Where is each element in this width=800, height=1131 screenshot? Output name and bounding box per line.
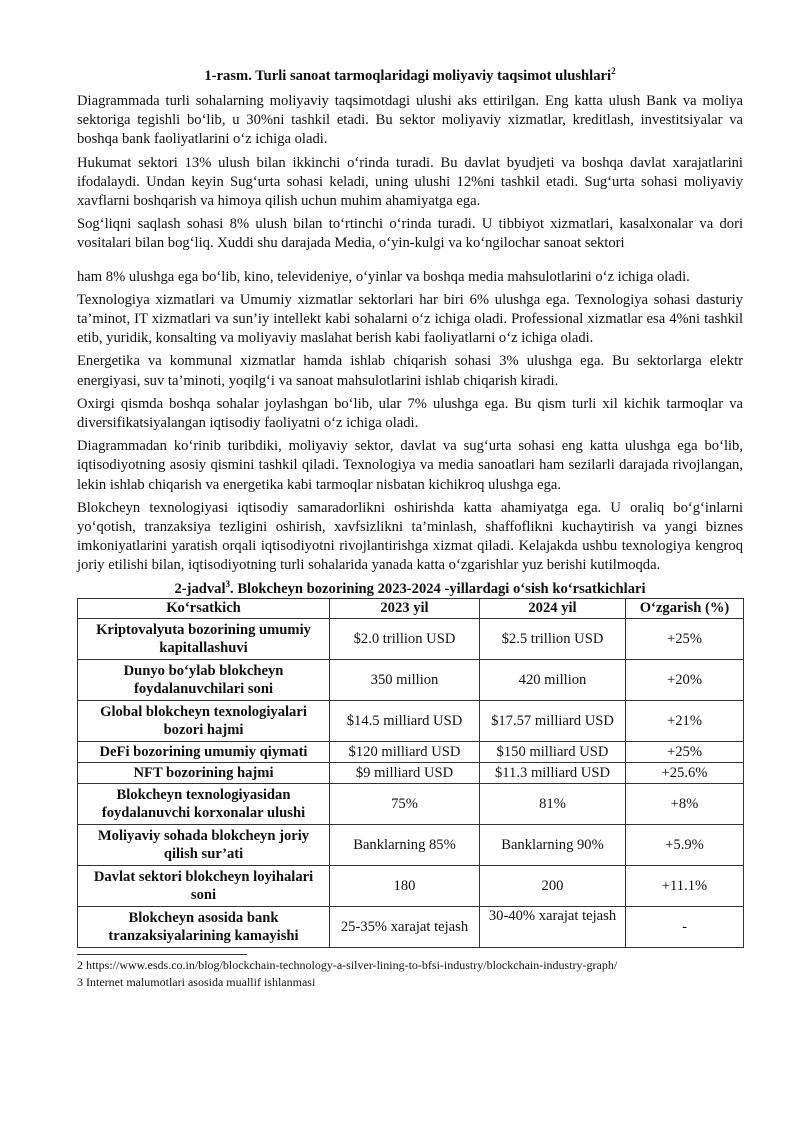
table-row xyxy=(78,824,744,865)
paragraph: Diagrammada turli sohalarning moliyaviy taqsimotdagi ulushi aks ettirilgan. Eng katta ulush Bank va moliya sektoriga tegishli bo‘lib, u 30%ni tashkil etadi. Bu sektor moliyaviy xizmatlar, kreditlash, investitsiyalar va boshqa bank faoliyatlarini o‘z ichiga oladi. xyxy=(77,93,743,148)
footnote-3: 3 Internet malumotlari asosida muallif ishlanmasi xyxy=(77,974,316,989)
value-2023-cell: Banklarning 85% xyxy=(330,824,480,865)
value-2024-cell: 420 million xyxy=(480,659,626,700)
value-2024-cell: 200 xyxy=(480,865,626,906)
value-2024-cell: $2.5 trillion USD xyxy=(480,618,626,659)
footnotes xyxy=(77,957,743,991)
change-cell: +5.9% xyxy=(626,824,744,865)
document-page xyxy=(77,66,743,991)
metric-cell: Davlat sektori blokcheyn loyihalari soni xyxy=(78,865,330,906)
metric-cell: Kriptovalyuta bozorining umumiy kapitallashuvi xyxy=(78,618,330,659)
change-cell: - xyxy=(626,906,744,947)
table-row xyxy=(78,783,744,824)
value-2023-cell: 75% xyxy=(330,783,480,824)
value-2023-cell: 180 xyxy=(330,865,480,906)
metric-cell: Moliyaviy sohada blokcheyn joriy qilish sur’ati xyxy=(78,824,330,865)
metric-cell: Dunyo bo‘ylab blokcheyn foydalanuvchilari soni xyxy=(78,659,330,700)
paragraph: Texnologiya xizmatlari va Umumiy xizmatlar sektorlari har biri 6% ulushga ega. Texnologiya sohasi dasturiy ta’minot, IT xizmatlari va sun’iy intellekt kabi sohalarni o‘z ichiga oladi. Professional xizmatlar esa 4%ni tashkil etib, yuridik, konsalting va moliyaviy maslahat berish kabi faoliyatlarni o‘z ichiga oladi. xyxy=(77,291,743,347)
table-row xyxy=(78,741,744,762)
metric-cell: Blokcheyn asosida bank tranzaksiyalarining kamayishi xyxy=(78,906,330,947)
value-2023-cell: $120 milliard USD xyxy=(330,741,480,762)
paragraph: ham 8% ulushga ega bo‘lib, kino, televideniye, o‘yinlar va boshqa media mahsulotlarini o‘z ichiga oladi. xyxy=(77,268,690,285)
paragraph: Blokcheyn texnologiyasi iqtisodiy samaradorlikni oshirishda katta ahamiyatga ega. U oraliq bo‘g‘inlarni yo‘qotish, tranzaksiya tezligini oshirish, xavfsizlikni ta’minlash, shaffoflikni kuchaytirish va yangi biznes imkoniyatlarini yaratish orqali iqtisodiyotni rivojlantirishga xizmat qiladi. Kelajakda ushbu texnologiya kengroq joriy etilishi bilan, iqtisodiyotning turli sohalarida yanada katta o‘zgarishlar yuz berishi kutilmoqda. xyxy=(77,499,743,574)
growth-table xyxy=(77,598,744,948)
value-2023-cell: $2.0 trillion USD xyxy=(330,618,480,659)
paragraph: Oxirgi qismda boshqa sohalar joylashgan bo‘lib, ular 7% ulushga ega. Bu qism turli xil kichik tarmoqlar va diversifikatsiyalangan iqtisodiy faoliyatni o‘z ichiga oladi. xyxy=(77,395,743,432)
table-caption-text: . Blokcheyn bozorining 2023-2024 -yillardagi o‘sish ko‘rsatkichlari xyxy=(230,580,646,597)
table-row xyxy=(78,906,744,947)
value-2023-cell: $9 milliard USD xyxy=(330,762,480,783)
metric-cell: NFT bozorining hajmi xyxy=(78,762,330,783)
footnote-2: 2 https://www.esds.co.in/blog/blockchain-technology-a-silver-lining-to-bfsi-industry/blockchain-industry-graph/ xyxy=(77,957,618,972)
column-header: O‘zgarish (%) xyxy=(626,598,744,618)
change-cell: +25% xyxy=(626,741,744,762)
value-2023-cell: $14.5 milliard USD xyxy=(330,700,480,741)
table-caption-prefix: 2-jadval xyxy=(174,580,226,597)
change-cell: +25% xyxy=(626,618,744,659)
metric-cell: DeFi bozorining umumiy qiymati xyxy=(78,741,330,762)
value-2024-cell: $11.3 milliard USD xyxy=(480,762,626,783)
column-header: Ko‘rsatkich xyxy=(78,598,330,618)
value-2024-cell: $17.57 milliard USD xyxy=(480,700,626,741)
change-cell: +21% xyxy=(626,700,744,741)
column-header: 2023 yil xyxy=(330,598,480,618)
table-row xyxy=(78,865,744,906)
table-header-row xyxy=(78,598,744,618)
figure-caption-text: 1-rasm. Turli sanoat tarmoqlaridagi moliyaviy taqsimot ulushlari xyxy=(204,68,612,84)
table-footnote-ref: 3 xyxy=(225,578,231,589)
change-cell: +25.6% xyxy=(626,762,744,783)
value-2023-cell: 350 million xyxy=(330,659,480,700)
figure-footnote-ref: 2 xyxy=(611,66,616,77)
value-2024-cell: $150 milliard USD xyxy=(480,741,626,762)
change-cell: +20% xyxy=(626,659,744,700)
paragraph: Hukumat sektori 13% ulush bilan ikkinchi o‘rinda turadi. Bu davlat byudjeti va boshqa davlat xarajatlarini ifodalaydi. Undan keyin Sug‘urta sohasi keladi, uning ulushi 12%ni tashkil etadi. Sug‘urta sohasi moliyaviy xavflarni boshqarish va himoya qilish uchun muhim ahamiyatga ega. xyxy=(77,154,743,210)
paragraph: Energetika va kommunal xizmatlar hamda ishlab chiqarish sohasi 3% ulushga ega. Bu sektorlarga elektr energiyasi, suv ta’minoti, yoqilg‘i va sanoat mahsulotlarini ishlab chiqarish kiradi. xyxy=(77,353,743,389)
value-2024-cell: Banklarning 90% xyxy=(480,824,626,865)
value-2024-cell: 81% xyxy=(480,783,626,824)
paragraph: Sog‘liqni saqlash sohasi 8% ulush bilan to‘rtinchi o‘rinda turadi. U tibbiyot xizmatlari, kasalxonalar va dori vositalari bilan bog‘liq. Xuddi shu darajada Media, o‘yin-kulgi va ko‘ngilochar sanoat sektori xyxy=(77,216,743,252)
column-header: 2024 yil xyxy=(480,598,626,618)
change-cell: +11.1% xyxy=(626,865,744,906)
change-cell: +8% xyxy=(626,783,744,824)
figure-caption xyxy=(77,66,743,86)
value-2024-cell: 30-40% xarajat tejash xyxy=(480,906,626,947)
metric-cell: Blokcheyn texnologiyasidan foydalanuvchi korxonalar ulushi xyxy=(78,783,330,824)
table-caption xyxy=(77,580,743,598)
paragraph: Diagrammadan ko‘rinib turibdiki, moliyaviy sektor, davlat va sug‘urta sohasi eng katta ulushga ega bo‘lib, iqtisodiyotning asosiy qismini tashkil qiladi. Texnologiya va media sanoatlari ham sezilarli darajada rivojlangan, lekin ishlab chiqarish va energetika kabi tarmoqlar nisbatan kichikroq ulushga ega. xyxy=(77,438,743,493)
table-row xyxy=(78,659,744,700)
table-row xyxy=(78,618,744,659)
value-2023-cell: 25-35% xarajat tejash xyxy=(330,906,480,947)
footnote-divider xyxy=(77,954,247,955)
table-row xyxy=(78,700,744,741)
metric-cell: Global blokcheyn texnologiyalari bozori hajmi xyxy=(78,700,330,741)
table-row xyxy=(78,762,744,783)
